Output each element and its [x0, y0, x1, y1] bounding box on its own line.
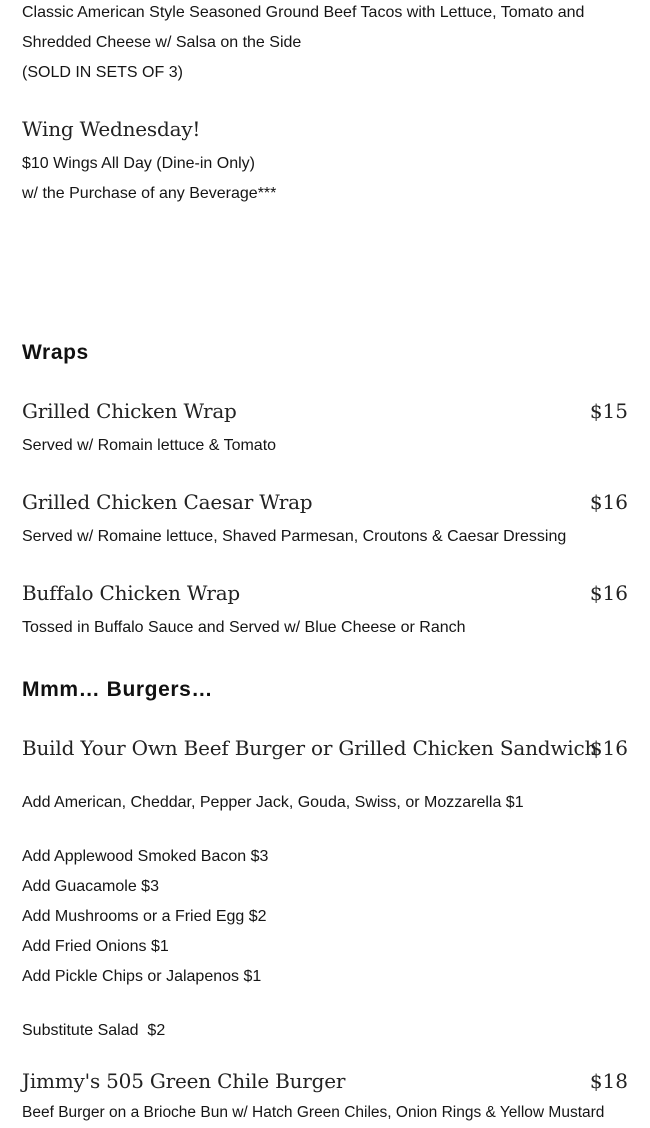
menu-item-description: Beef Burger on a Brioche Bun w/ Hatch Green Chiles, Onion Rings & Yellow Mustard	[22, 1104, 605, 1121]
menu-item-price: $16	[589, 736, 628, 760]
menu-item-description: Served w/ Romaine lettuce, Shaved Parmesan, Croutons & Caesar Dressing	[22, 528, 567, 545]
addon-item: Add Guacamole $3	[22, 878, 159, 895]
wing-wednesday-line-2: w/ the Purchase of any Beverage***	[22, 185, 277, 202]
wraps-heading: Wraps	[22, 341, 89, 364]
wing-wednesday-line-1: $10 Wings All Day (Dine-in Only)	[22, 155, 255, 172]
menu-item-name: Buffalo Chicken Wrap	[22, 581, 241, 605]
addon-item: Add Mushrooms or a Fried Egg $2	[22, 908, 267, 925]
menu-item-name: Grilled Chicken Wrap	[22, 399, 237, 423]
menu-item-price: $15	[589, 399, 628, 423]
addon-item: Add Pickle Chips or Jalapenos $1	[22, 968, 262, 985]
taco-description-line-1: Classic American Style Seasoned Ground Beef Tacos with Lettuce, Tomato and	[22, 4, 585, 21]
cheese-addon: Add American, Cheddar, Pepper Jack, Gouda, Swiss, or Mozzarella $1	[22, 794, 524, 811]
taco-sold-note: (SOLD IN SETS OF 3)	[22, 64, 183, 81]
taco-description-line-2: Shredded Cheese w/ Salsa on the Side	[22, 34, 302, 51]
menu-item-description: Served w/ Romain lettuce & Tomato	[22, 437, 277, 454]
menu-item-price: $16	[589, 490, 628, 514]
menu-item-name: Grilled Chicken Caesar Wrap	[22, 490, 313, 514]
menu-item-price: $18	[589, 1069, 628, 1093]
burgers-heading: Mmm… Burgers…	[22, 678, 213, 701]
addon-item: Add Applewood Smoked Bacon $3	[22, 848, 269, 865]
menu-item-price: $16	[589, 581, 628, 605]
menu-item-name: Build Your Own Beef Burger or Grilled Chicken Sandwich	[22, 736, 598, 760]
menu-item-name: Jimmy's 505 Green Chile Burger	[22, 1069, 346, 1093]
addon-item: Add Fried Onions $1	[22, 938, 169, 955]
wing-wednesday-title: Wing Wednesday!	[22, 117, 201, 141]
substitute-salad: Substitute Salad $2	[22, 1022, 166, 1039]
menu-item-description: Tossed in Buffalo Sauce and Served w/ Blue Cheese or Ranch	[22, 619, 466, 636]
